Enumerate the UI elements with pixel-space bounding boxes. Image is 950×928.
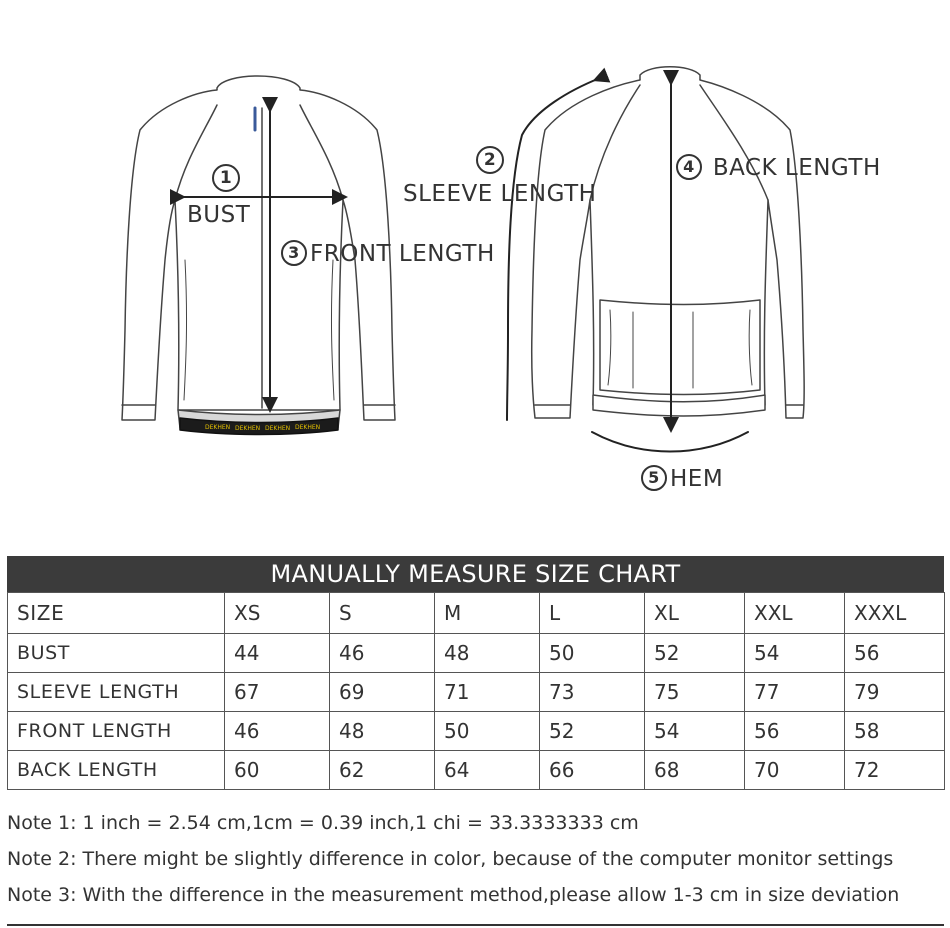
table-cell: 67 [225,673,330,712]
svg-text:DEKHEN: DEKHEN [235,425,261,432]
table-cell: 48 [435,634,540,673]
sleeve-number-label: 2 [476,148,507,176]
row-label: BUST [8,634,225,673]
table-header-row [8,593,945,634]
table-cell: 73 [540,673,645,712]
note-3: Note 3: With the difference in the measurement method,please allow 1-3 cm in size deviation [7,884,900,906]
svg-text:DEKHEN: DEKHEN [295,424,321,431]
table-cell: 54 [745,634,845,673]
table-cell: 79 [845,673,945,712]
table-cell: 72 [845,751,945,790]
table-cell: 66 [540,751,645,790]
sleeve-length-label: SLEEVE LENGTH [403,181,597,207]
table-cell: 69 [330,673,435,712]
header-cell: XS [225,593,330,634]
row-label: BACK LENGTH [8,751,225,790]
table-cell: 44 [225,634,330,673]
note-2: Note 2: There might be slightly difference in color, because of the computer monitor settings [7,848,894,870]
table-row [8,712,945,751]
table-cell: 50 [540,634,645,673]
header-cell: SIZE [8,593,225,634]
row-label: FRONT LENGTH [8,712,225,751]
table-cell: 54 [645,712,745,751]
row-label: SLEEVE LENGTH [8,673,225,712]
table-cell: 77 [745,673,845,712]
table-cell: 56 [845,634,945,673]
back-jersey [507,67,804,452]
table-cell: 58 [845,712,945,751]
header-cell: XXL [745,593,845,634]
size-table [7,592,945,790]
size-chart-title: MANUALLY MEASURE SIZE CHART [7,556,944,592]
header-cell: XXXL [845,593,945,634]
table-row [8,751,945,790]
header-cell: XL [645,593,745,634]
table-row [8,673,945,712]
front-length-label: 3 FRONT LENGTH [281,241,495,268]
table-cell: 68 [645,751,745,790]
note-1: Note 1: 1 inch = 2.54 cm,1cm = 0.39 inch,1 chi = 33.3333333 cm [7,812,639,834]
table-cell: 46 [330,634,435,673]
hem-label: 5 HEM [641,466,723,493]
back-length-label: 4 BACK LENGTH [676,155,881,182]
svg-text:DEKHEN: DEKHEN [205,424,231,431]
table-cell: 52 [540,712,645,751]
bottom-divider [7,924,944,926]
table-cell: 48 [330,712,435,751]
table-cell: 71 [435,673,540,712]
bust-label: BUST [187,202,251,228]
header-cell: M [435,593,540,634]
table-cell: 46 [225,712,330,751]
table-cell: 56 [745,712,845,751]
svg-text:DEKHEN: DEKHEN [265,425,291,432]
table-cell: 50 [435,712,540,751]
table-cell: 70 [745,751,845,790]
size-chart [7,556,944,790]
table-cell: 60 [225,751,330,790]
table-cell: 52 [645,634,745,673]
table-cell: 75 [645,673,745,712]
table-row [8,634,945,673]
notes-section [7,808,944,916]
table-cell: 62 [330,751,435,790]
bust-number-label: 1 [212,166,243,194]
header-cell: S [330,593,435,634]
header-cell: L [540,593,645,634]
table-cell: 64 [435,751,540,790]
